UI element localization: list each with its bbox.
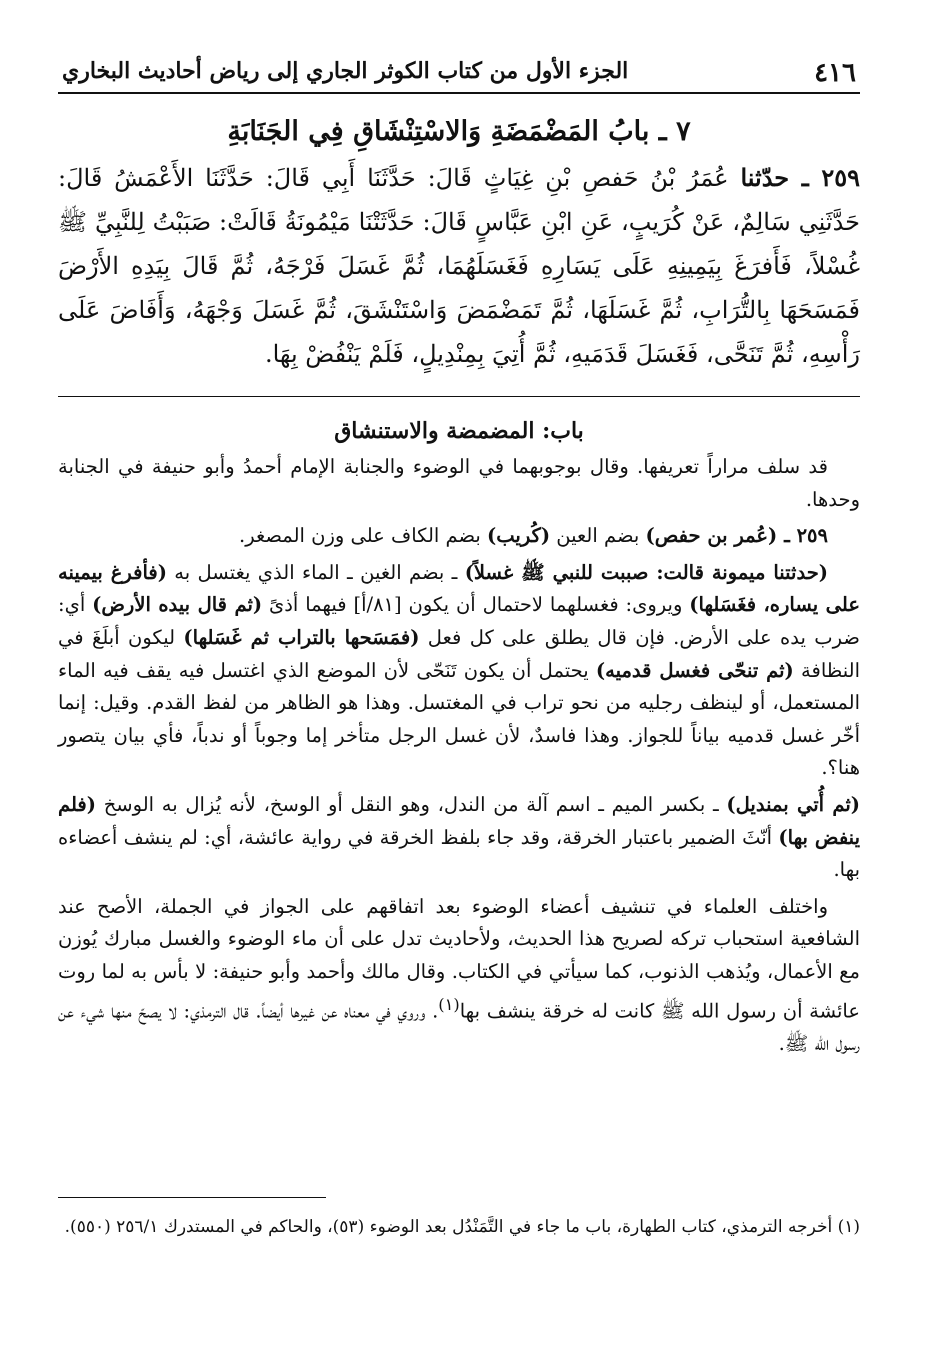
- chapter-title: ٧ ـ بابُ المَضْمَضَةِ وَالاسْتِنْشَاقِ فِي الجَنَابَةِ: [227, 116, 691, 147]
- section-divider: [58, 396, 860, 397]
- book-page: [58, 56, 860, 1316]
- footnote: (١) أخرجه الترمذي، كتاب الطهارة، باب ما جاء في التَّمَنْدُل بعد الوضوء (٥٣)، والحاكم في المستدرك ٢٥٦/١ (٥٥٠).: [64, 1217, 860, 1237]
- commentary-paragraph-3: (حدثتنا ميمونة قالت: صببت للنبي ﷺ غسلاً) ـ بضم الغين ـ الماء الذي يغتسل به (فأفرغ بيمينه على يساره، فغَسَلها) ويروى: فغسلهما لاحتمال أن يكون [٨١/أ] فيهما أذىً (ثم قال بيده الأرض) أي: ضرب يده على الأرض. فإن قال يطلق على كل فعل (فمَسَحها بالتراب ثم غَسَلها) ليكون أبلَغَ في النظافة (ثم تنحّى فغسل قدميه) يحتمل أن يكون تَنَحّى لأن الموضع الذي اغتسل فيه يقف فيه الماء المستعمل، أو لينظف رجليه من نحو تراب في المغتسل. وهذا هو الظاهر من لفظ القدم. وقيل: إنما أخّر غسل قدميه بياناً للجواز. وهذا فاسدٌ، لأن غسل الرجل متأخر إما وجوباً أو ندباً، فأي بيان يتصور هنا؟.: [58, 560, 861, 780]
- commentary-paragraph-5: واختلف العلماء في تنشيف أعضاء الوضوء بعد اتفاقهم على الجواز في الجملة، الأصح عند الشافعية استحباب تركه لصريح هذا الحديث، ولأحاديث تدل على أن ماء الوضوء والغسل مبارك يُوزن مع الأعمال، ويُذهب الذنوب، كما سيأتي في الكتاب. وقال مالك وأحمد وأبو حنيفة: لا بأس به لما روت عائشة أن رسول الله ﷺ كانت له خرقة ينشف بها$^{(١)}$. وروي في معناه عن غيرها أيضاً. قال الترمذي: لا يصحّ منها شيء عن رسول الله ﷺ.: [58, 894, 860, 1055]
- commentary-paragraph-1: قد سلف مراراً تعريفها. وقال بوجوبهما في الوضوء والجنابة الإمام أحمدُ وأبو حنيفة في الجنابة وحدها.: [58, 455, 860, 511]
- commentary: [58, 411, 860, 1060]
- hadith-body: عُمَرُ بْنُ حَفصِ بْنِ غِيَاثٍ قَالَ: حَدَّثَنَا أَبِي قَالَ: حَدَّثَنَا الأَعْمَشُ قَالَ: حَدَّثَنِي سَالِمٌ، عَنْ كُرَيبٍ، عَنِ ابْنِ عَبَّاسٍ قَالَ: حَدَّثَتْنَا مَيْمُونَةُ قَالَتْ: صَبَبْتُ لِلنَّبِيِّ ﷺ غُسْلاً، فَأَفرَغَ بِيَمِينِهِ عَلَى يَسَارِهِ فَغَسَلَهُمَا، ثُمَّ غَسَلَ فَرْجَهُ، ثُمَّ قَالَ بِيَدِهِ الأَرْضَ فَمَسَحَهَا بِالتُّرَابِ، ثُمَّ غَسَلَهَا، ثُمَّ تَمَضْمَضَ وَاسْتَنْشَقَ، ثُمَّ غَسَلَ وَجْهَهُ، وَأَفَاضَ عَلَى رَأْسِهِ، ثُمَّ تَنَحَّى، فَغَسَلَ قَدَمَيهِ، ثُمَّ أُتِيَ بِمِنْدِيلٍ، فَلَمْ يَنْفُضْ بِهَا.: [58, 164, 861, 368]
- page-number: ٤١٦: [814, 58, 856, 88]
- page-header: [58, 56, 860, 94]
- commentary-paragraph-2: ٢٥٩ ـ (عُمر بن حفص) بضم العين (كُريب) بضم الكاف على وزن المصغر.: [239, 524, 828, 548]
- hadith-lead: ٢٥٩ ـ حدّثنا: [740, 163, 860, 192]
- commentary-title: باب: المضمضة والاستنشاق: [334, 418, 584, 444]
- hadith-text: [58, 156, 860, 376]
- commentary-paragraph-4: (ثم أُتي بمنديل) ـ بكسر الميم ـ اسم آلة من الندل، وهو النقل أو الوسخ، لأنه يُزال به الوسخ (فلم ينفض بها) أنّثَ الضمير باعتبار الخرقة، وقد جاء بلفظ الخرقة في رواية عائشة، أي: لم ينشف أعضاءه بها.: [58, 792, 860, 882]
- footnote-ref[interactable]: (١): [438, 994, 460, 1014]
- running-title: الجزء الأول من كتاب الكوثر الجاري إلى رياض أحاديث البخاري: [62, 58, 629, 84]
- footnote-rule: [58, 1197, 326, 1198]
